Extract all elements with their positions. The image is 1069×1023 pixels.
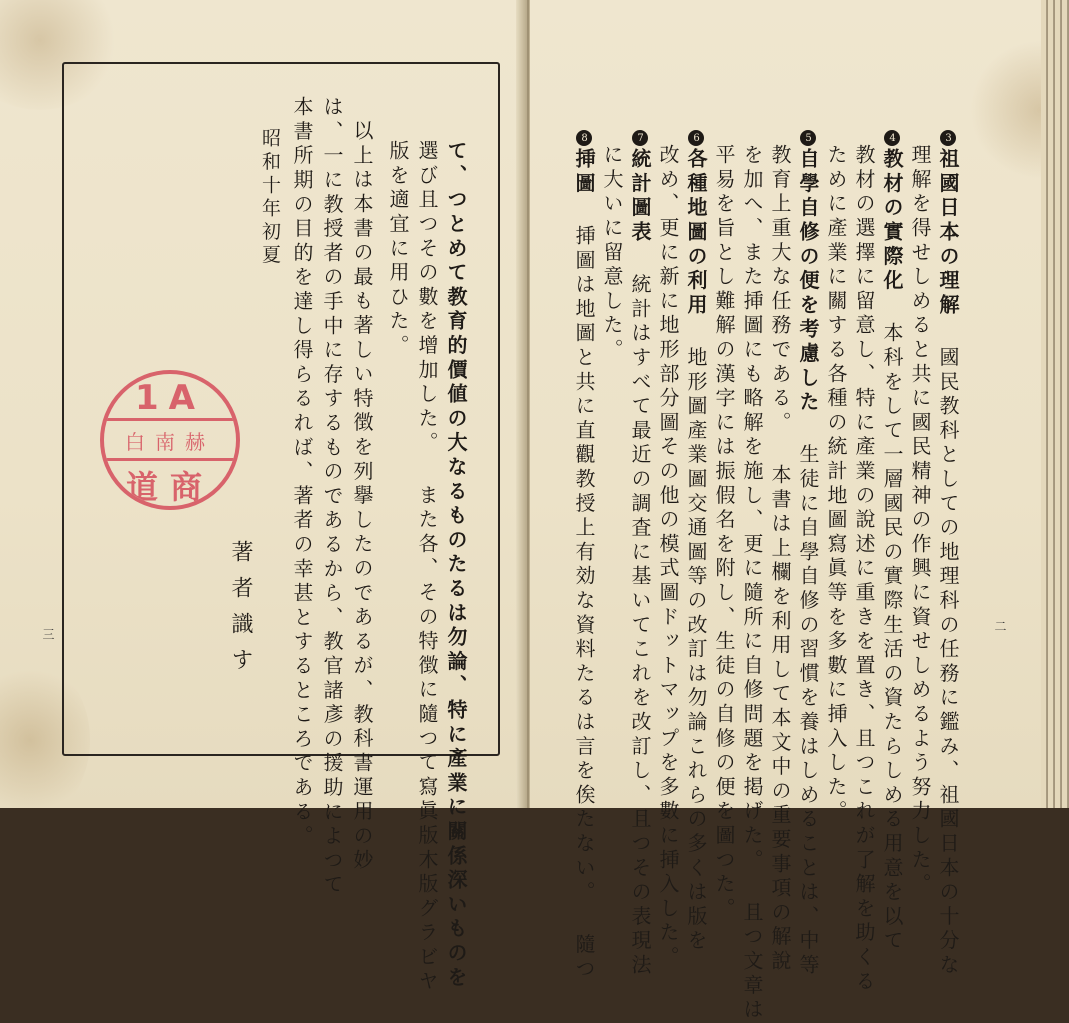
stamp-top-text: 1A: [135, 378, 205, 418]
page-number: 三: [41, 628, 55, 640]
item-text: 統計はすべて最近の調査に基いてこれを改訂し、且つその表現法: [628, 273, 652, 979]
item-heading: 祖國日本の理解: [936, 148, 960, 319]
text-column: 本書所期の目的を達し得らるれば、著者の幸甚とするところである。: [290, 96, 314, 850]
stamp-bottom-text: 道商: [125, 468, 214, 506]
item-text: 本科をして一層國民の實際生活の資たらしめる用意を以て: [880, 322, 904, 954]
item-text: 挿圖は地圖と共に直觀教授上有効な資料たるは言を俟たない。 隨つ: [572, 224, 596, 983]
stamp-divider: [104, 418, 236, 421]
item-number-badge: 7: [632, 130, 648, 146]
text-column: ために產業に關する各種の統計地圖寫眞等を多數に挿入した。: [824, 144, 848, 825]
text-column: 理解を得せしめると共に國民精神の作興に資せしめるよう努力した。: [908, 144, 932, 898]
text-column: 教材の選擇に留意し、特に產業の說述に重きを置き、且つこれが了解を助くる: [852, 144, 876, 995]
author-signature: 著者識す: [228, 540, 253, 684]
text-column: を加へ、また挿圖にも略解を施し、更に隨所に自修問題を掲げた。 且つ文章は: [740, 144, 764, 1023]
item-number-badge: 3: [940, 130, 956, 146]
text-column: 教育上重大な任務である。 本書は上欄を利用して本文中の重要事項の解說: [768, 144, 792, 975]
item-number-badge: 5: [800, 130, 816, 146]
numbered-item: [794, 130, 822, 978]
text-column: 以上は本書の最も著しい特徴を列擧したのであるが、教科書運用の妙: [350, 120, 374, 874]
numbered-item: [626, 130, 654, 978]
item-heading: 各種地圖の利用: [684, 148, 708, 319]
date-line: 昭和十年初夏: [259, 128, 281, 268]
numbered-item: [934, 130, 962, 978]
stamp-divider: [104, 458, 236, 461]
right-page: [530, 0, 1069, 1023]
text-column: 改め、更に新に地形部分圖その他の模式圖ドットマップを多數に挿入した。: [656, 144, 680, 971]
item-text: 生徒に自學自修の習慣を養はしめることは、中等: [796, 443, 820, 979]
numbered-item: [682, 130, 710, 954]
item-heading: 統計圖表: [628, 148, 652, 246]
text-column: 版を適宜に用ひた。: [386, 140, 410, 359]
text-column: に大いに留意した。: [600, 144, 624, 363]
item-text: 國民教科としての地理科の任務に鑑み、祖國日本の十分な: [936, 346, 960, 979]
numbered-item: [878, 130, 906, 954]
text-column: 選び且つその數を增加した。 また各、その特徴に隨つて寫眞版木版グラビヤ: [415, 140, 439, 995]
text-column: 平易を旨とし難解の漢字には振假名を附し、生徒の自修の便を圖つた。: [712, 144, 736, 922]
item-number-badge: 8: [576, 130, 592, 146]
item-heading: 挿圖: [572, 148, 596, 197]
page-number: 二: [993, 620, 1007, 632]
item-text: 地形圖產業圖交通圖等の改訂は勿論これらの多くは版を: [684, 346, 708, 954]
red-ownership-stamp: [100, 370, 240, 510]
numbered-item: [570, 130, 598, 982]
left-page: [0, 0, 524, 995]
text-column: て、つとめて教育的價値の大なるものたるは勿論、特に產業に關係深いものを: [444, 140, 468, 991]
item-heading: 自學自修の便を考慮した: [796, 148, 820, 416]
book-page-edges: [1041, 0, 1069, 808]
item-number-badge: 4: [884, 130, 900, 146]
item-heading: 教材の實際化: [880, 148, 904, 294]
text-column: は、一に教授者の手中に存するものであるから、教官諸彥の援助によつて: [320, 96, 344, 898]
stamp-middle-text: 白南赫: [125, 430, 215, 454]
item-number-badge: 6: [688, 130, 704, 146]
